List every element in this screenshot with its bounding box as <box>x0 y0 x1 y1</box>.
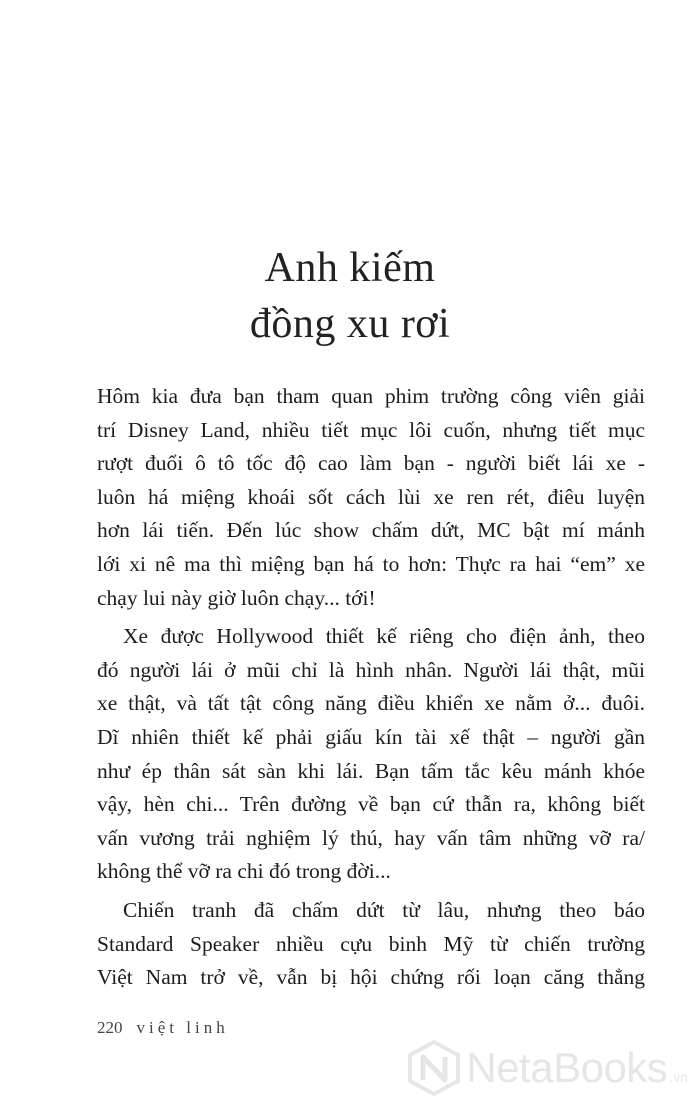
chapter-title <box>0 240 700 352</box>
text-line: vậy, hèn chi... Trên đường về bạn cứ thẫn ra, không biết <box>97 792 645 817</box>
text-line: Standard Speaker nhiều cựu binh Mỹ từ chiến trường <box>97 931 645 956</box>
text-line: như ép thân sát sàn khi lái. Bạn tấm tắc kêu mánh khóe <box>97 758 645 783</box>
watermark-suffix: .vn <box>669 1069 688 1085</box>
text-line: lới xi nê ma thì miệng bạn há to hơn: Thực ra hai “em” xe <box>97 551 645 576</box>
text-line: hơn lái tiến. Đến lúc show chấm dứt, MC bật mí mánh <box>97 518 645 543</box>
page-number: 220 <box>97 1018 123 1037</box>
chapter-title-line-1: Anh kiếm <box>264 245 436 291</box>
text-line: Hôm kia đưa bạn tham quan phim trường công viên giải <box>97 384 645 408</box>
text-line: đó người lái ở mũi chỉ là hình nhân. Người lái thật, mũi <box>97 657 645 682</box>
text-line: luôn há miệng khoái sốt cách lùi xe ren rét, điêu luyện <box>97 484 645 509</box>
text-line: Việt Nam trở về, vẫn bị hội chứng rối loạn căng thẳng <box>97 965 645 990</box>
text-line: trí Disney Land, nhiều tiết mục lôi cuốn, nhưng tiết mục <box>97 417 645 442</box>
running-author: việt linh <box>136 1018 229 1037</box>
chapter-title-line-2: đồng xu rơi <box>249 301 451 347</box>
text-line: không thể vỡ ra chi đó trong đời... <box>97 859 391 884</box>
paragraph-2 <box>97 620 645 889</box>
text-line: Dĩ nhiên thiết kế phải giấu kín tài xế thật – người gần <box>97 724 645 749</box>
text-line: rượt đuổi ô tô tốc độ cao làm bạn - người biết lái xe - <box>97 451 645 476</box>
watermark-brand: NetaBooks <box>466 1044 668 1091</box>
paragraph-1 <box>97 380 645 615</box>
page-footer <box>97 1018 229 1038</box>
text-line: vấn vương trải nghiệm lý thú, hay vấn tâm những vỡ ra/ <box>97 825 645 850</box>
watermark <box>408 1040 688 1096</box>
netabooks-logo-icon <box>408 1040 460 1096</box>
text-line: xe thật, và tất tật công năng điều khiển xe nằm ở... đuôi. <box>97 691 645 716</box>
chapter-body <box>97 380 645 995</box>
watermark-text <box>466 1044 688 1091</box>
text-line: Chiến tranh đã chấm dứt từ lâu, nhưng theo báo <box>123 897 645 922</box>
text-line: chạy lui này giờ luôn chạy... tới! <box>97 585 376 610</box>
paragraph-3 <box>97 894 645 995</box>
text-line: Xe được Hollywood thiết kế riêng cho điện ảnh, theo <box>123 624 645 649</box>
